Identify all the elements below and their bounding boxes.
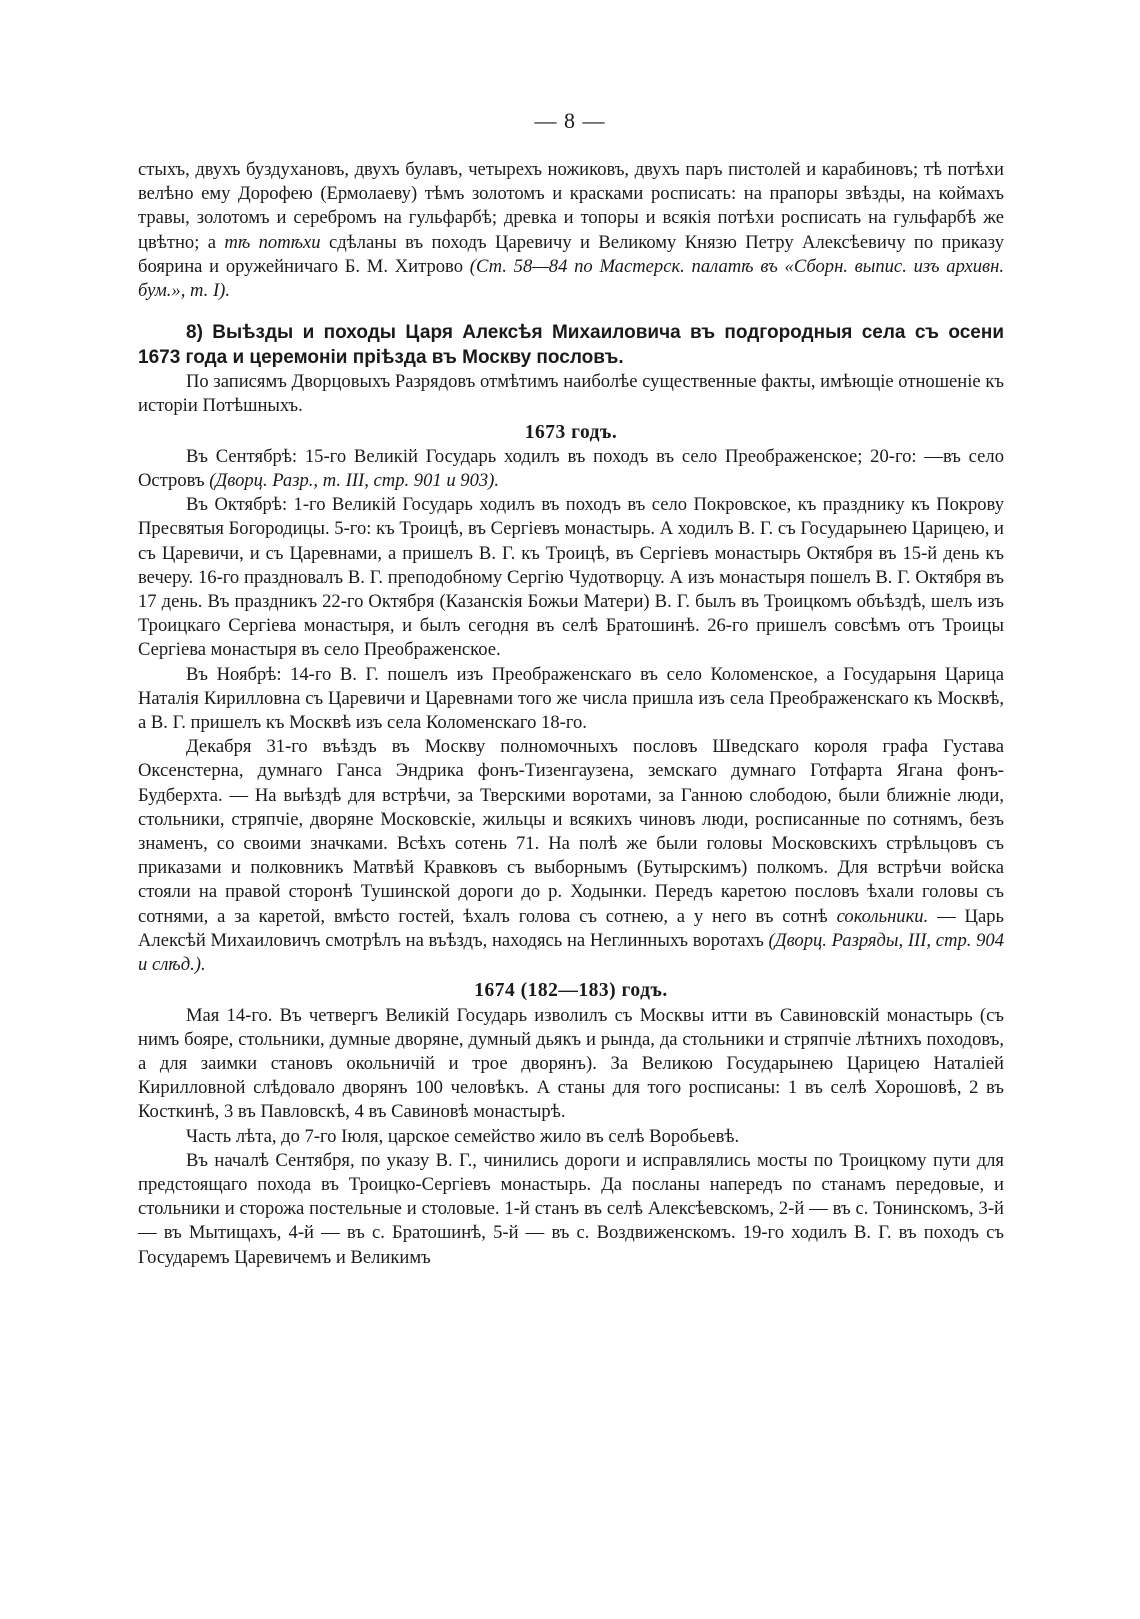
year-heading-1673: 1673 годъ.	[524, 421, 618, 443]
text-run: Въ Сентябрѣ: 15-го Великій Государь ходилъ въ походъ въ село Преображенское; 20-го: —въ село Островъ	[138, 445, 1004, 492]
paragraph-continuation	[138, 158, 1004, 303]
italic-run: сокольники.	[836, 905, 929, 927]
paragraph-may: Мая 14-го. Въ четвергъ Великій Государь изволилъ съ Москвы итти въ Савиновскій монастырь (съ нимъ бояре, стольники, думные дворяне, думный дьякъ и рында, да стольники и стряпчіе лѣтнихъ походовъ, а для заимки становъ окольничій и трое дворянъ). За Великою Государынею Царицею Наталіей Кирилловной слѣдовало дворянъ 100 человѣкъ. А станы для того росписаны: 1 въ селѣ Хорошовѣ, 2 въ Косткинѣ, 3 въ Павловскѣ, 4 въ Савиновѣ монастырѣ.	[138, 1004, 1004, 1123]
paragraph-intro: По записямъ Дворцовыхъ Разрядовъ отмѣтимъ наиболѣе существенные факты, имѣющіе отношеніе къ исторіи Потѣшныхъ.	[138, 371, 1004, 417]
paragraph-september-1674: Въ началѣ Сентября, по указу В. Г., чинились дороги и исправлялись мосты по Троицкому пути для предстоящаго похода въ Троицко-Сергіевъ монастырь. Да посланы напередъ по станамъ передовые, и стольники и сторожа постельные и столовые. 1-й станъ въ селѣ Алексѣевскомъ, 2-й — въ с. Тонинскомъ, 3-й — въ Мытищахъ, 4-й — въ с. Братошинѣ, 5-й — въ с. Воздвиженскомъ. 19-го ходилъ В. Г. въ походъ съ Государемъ Царевичемъ и Великимъ	[138, 1149, 1004, 1268]
citation: (Ст. 58—84 по Мастерск. палатѣ въ «Сборн. выпис. изъ архивн. бум.», т. I).	[138, 255, 1004, 302]
page-number: — 8 —	[534, 108, 606, 133]
section-heading: 8) Выѣзды и походы Царя Алексѣя Михаиловича въ подгородныя села съ осени 1673 года и церемоніи пріѣзда въ Москву пословъ.	[138, 322, 1004, 368]
paragraph-summer: Часть лѣта, до 7-го Іюля, царское семейство жило въ селѣ Воробьевѣ.	[186, 1125, 740, 1147]
paragraph-october: Въ Октябрѣ: 1-го Великій Государь ходилъ въ походъ въ село Покровское, къ празднику къ Покрову Пресвятыя Богородицы. 5-го: къ Троицѣ, въ Сергіевъ монастырь. А ходилъ В. Г. съ Государынею Царицею, и съ Царевичи, и съ Царевнами, а пришелъ В. Г. къ Троицѣ, въ Сергіевъ монастырь Октября въ 15-й день къ вечеру. 16-го праздновалъ В. Г. преподобному Сергію Чудотворцу. А изъ монастыря пошелъ В. Г. Октября въ 17 день. Въ праздникъ 22-го Октября (Казанскія Божьи Матери) В. Г. былъ въ Троицкомъ объѣздѣ, шелъ изъ Троицкаго Сергіева монастыря, и былъ сегодня въ селѣ Братошинѣ. 26-го пришелъ совсѣмъ отъ Троицы Сергіева монастыря въ село Преображенское.	[138, 494, 1004, 661]
text-run: Декабря 31-го въѣздъ въ Москву полномочныхъ пословъ Шведскаго короля графа Густава Оксенстерна, думнаго Ганса Эндрика фонъ-Тизенгаузена, земскаго думнаго Готфарта Ягана фонъ-Будберхта. — На выѣздѣ для встрѣчи, за Тверскими воротами, за Ганною слободою, были ближніе люди, стольники, стряпчіе, дворяне Московскіе, жильцы и всякихъ чиновъ люди, росписанные по сотнямъ, безъ знаменъ, со своими значками. Всѣхъ сотень 71. На полѣ же были головы Московскихъ стрѣльцовъ съ приказами и полковникъ Матвѣй Кравковъ съ выборнымъ (Бутырскимъ) полкомъ. Для встрѣчи войска стояли на правой сторонѣ Тушинской дороги до р. Ходынки. Передъ каретою пословъ ѣхали головы съ сотнями, а за каретой, вмѣсто гостей, ѣхалъ голова съ сотнею, а у него въ сотнѣ	[138, 736, 1004, 927]
text-run: сдѣланы въ походъ Царевичу и Великому Князю Петру Алексѣевичу по приказу боярина и оружейничаго Б. М. Хитрово	[138, 231, 1004, 277]
citation: (Дворц. Разряды, III, стр. 904 и слѣд.).	[138, 929, 1004, 976]
paragraph-november: Въ Ноябрѣ: 14-го В. Г. пошелъ изъ Преображенскаго въ село Коломенское, а Государыня Царица Наталія Кирилловна съ Царевичи и Царевнами того же числа пришла изъ села Преображенскаго къ Москвѣ, а В. Г. пришелъ къ Москвѣ изъ села Коломенскаго 18-го.	[138, 663, 1004, 734]
paragraph-september	[138, 445, 1004, 493]
citation: (Дворц. Разр., т. III, стр. 901 и 903).	[209, 470, 500, 492]
italic-run: тѣ потѣхи	[224, 231, 321, 253]
year-heading-1674: 1674 (182—183) годъ.	[474, 980, 668, 1002]
text-run: — Царь Алексѣй Михаиловичъ смотрѣлъ на въѣздъ, находясь на Неглинныхъ воротахъ	[138, 905, 1004, 951]
paragraph-december	[138, 735, 1004, 977]
body-text	[138, 158, 1004, 1270]
text-run: стыхъ, двухъ буздухановъ, двухъ булавъ, четырехъ ножиковъ, двухъ паръ пистолей и карабиновъ; тѣ потѣхи велѣно ему Дорофею (Ермолаеву) тѣмъ золотомъ и красками росписать: на прапоры звѣзды, на коймахъ травы, золотомъ и серебромъ на гульфарбѣ; древка и топоры и всякія потѣхи росписать на гульфарбѣ же цвѣтно; а	[138, 159, 1004, 253]
